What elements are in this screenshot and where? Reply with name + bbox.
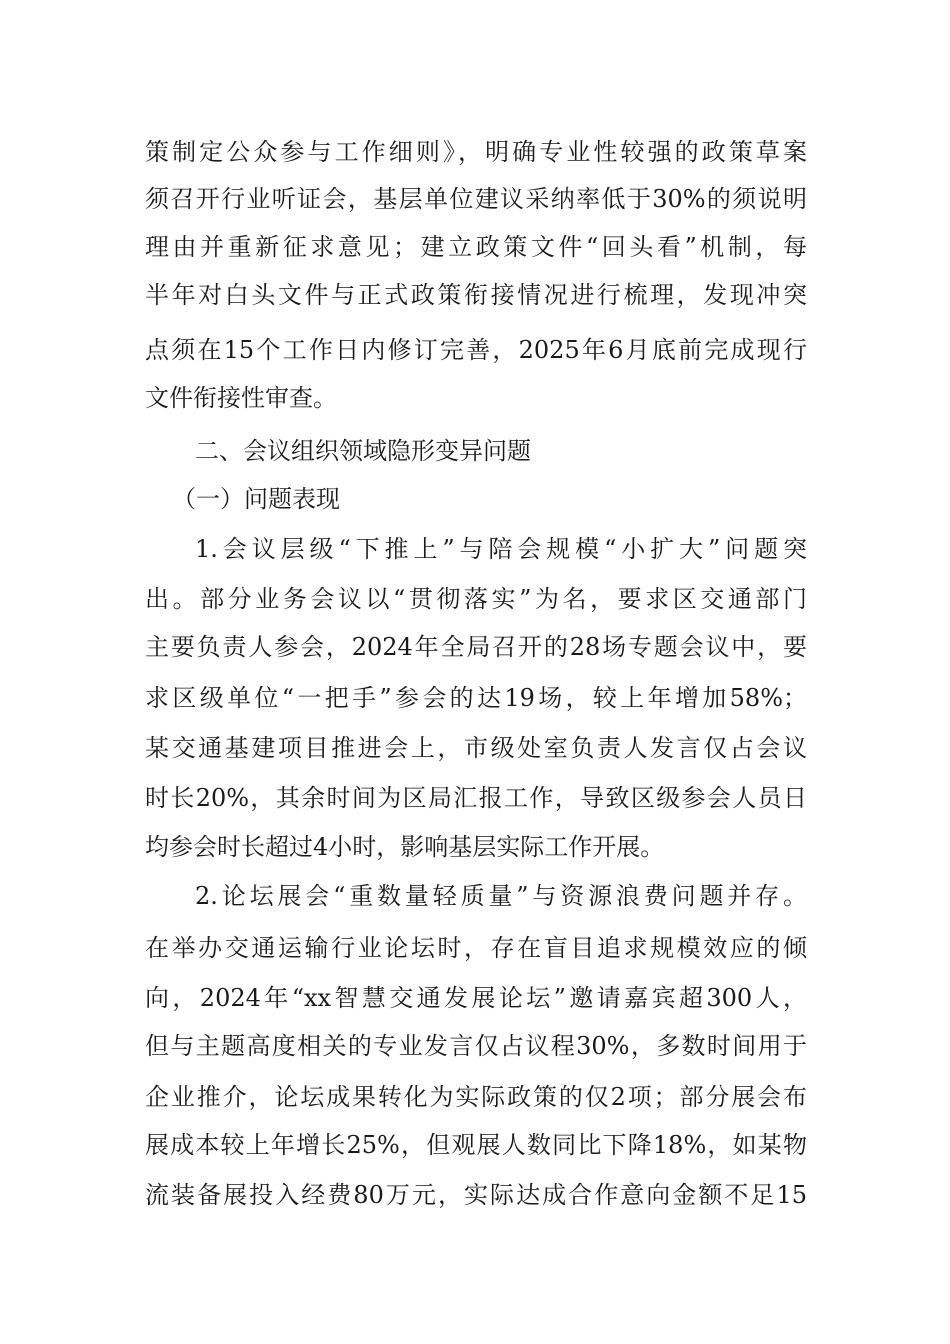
text-line: 策制定公众参与工作细则》，明确专业性较强的政策草案 — [145, 138, 807, 166]
text-line: 须召开行业听证会，基层单位建议采纳率低于30%的须说明 — [145, 185, 807, 213]
text-line: 企业推介，论坛成果转化为实际政策的仅2项；部分展会布 — [145, 1083, 807, 1111]
text-line: 主要负责人参会，2024年全局召开的28场专题会议中，要 — [145, 633, 807, 661]
text-line: 向，2024年“xx智慧交通发展论坛”邀请嘉宾超300人， — [145, 984, 807, 1012]
text-line: 但与主题高度相关的专业发言仅占议程30%，多数时间用于 — [145, 1032, 807, 1060]
text-line: 流装备展投入经费80万元，实际达成合作意向金额不足15 — [145, 1181, 807, 1209]
text-line: 半年对白头文件与正式政策衔接情况进行梳理，发现冲突 — [145, 281, 807, 309]
text-line: 求区级单位“一把手”参会的达19场，较上年增加58%； — [145, 684, 807, 712]
text-line: 点须在15个工作日内修订完善，2025年6月底前完成现行 — [145, 336, 807, 364]
subsection-heading: （一）问题表现 — [172, 485, 340, 513]
section-heading: 二、会议组织领域隐形变异问题 — [195, 437, 531, 465]
text-line: 理由并重新征求意见；建立政策文件“回头看”机制，每 — [145, 233, 807, 261]
text-line: 出。部分业务会议以“贯彻落实”为名，要求区交通部门 — [145, 585, 807, 613]
text-line: 时长20%，其余时间为区局汇报工作，导致区级参会人员日 — [145, 784, 807, 812]
text-line: 展成本较上年增长25%，但观展人数同比下降18%，如某物 — [145, 1131, 807, 1159]
paragraph-first-line: 1.会议层级“下推上”与陪会规模“小扩大”问题突 — [195, 535, 807, 563]
text-line: 在举办交通运输行业论坛时，存在盲目追求规模效应的倾 — [145, 934, 807, 962]
text-line: 均参会时长超过4小时，影响基层实际工作开展。 — [145, 833, 665, 861]
paragraph-first-line: 2.论坛展会“重数量轻质量”与资源浪费问题并存。 — [195, 882, 807, 910]
text-line: 文件衔接性审查。 — [145, 384, 337, 412]
text-line: 某交通基建项目推进会上，市级处室负责人发言仅占会议 — [145, 734, 807, 762]
